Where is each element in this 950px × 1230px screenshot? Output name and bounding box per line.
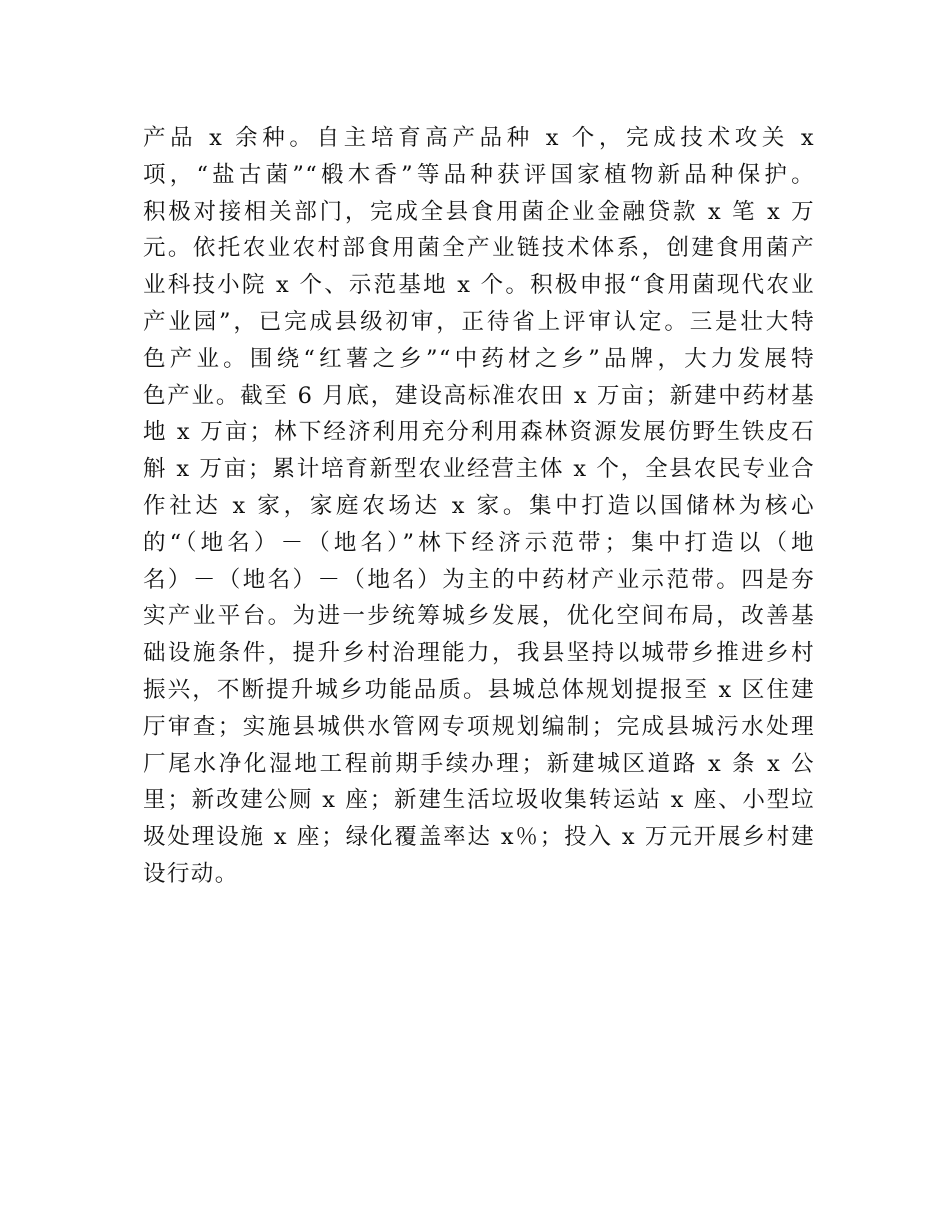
- text-line-20: 圾处理设施 x 座；绿化覆盖率达 x％；投入 x 万元开展乡村建: [143, 824, 815, 851]
- text-line-8: 色产业。截至 6 月底，建设高标准农田 x 万亩；新建中药材基: [143, 382, 815, 409]
- text-line-12: 的“（地名）－（地名）”林下经济示范带；集中打造以（地: [143, 529, 815, 556]
- text-line-1: 产品 x 余种。自主培育高产品种 x 个，完成技术攻关 x: [143, 125, 815, 151]
- text-line-11: 作社达 x 家，家庭农场达 x 家。集中打造以国储林为核心: [143, 492, 815, 519]
- text-line-2: 项，“盐古菌”“椴木香”等品种获评国家植物新品种保护。: [143, 161, 815, 188]
- text-line-4: 元。依托农业农村部食用菌全产业链技术体系，创建食用菌产: [143, 235, 815, 262]
- text-line-10: 斛 x 万亩；累计培育新型农业经营主体 x 个，全县农民专业合: [143, 456, 815, 483]
- text-line-21: 设行动。: [143, 860, 239, 887]
- text-line-17: 厅审查；实施县城供水管网专项规划编制；完成县城污水处理: [143, 713, 815, 740]
- text-line-6: 产业园”，已完成县级初审，正待省上评审认定。三是壮大特: [143, 308, 815, 335]
- text-line-7: 色产业。围绕“红薯之乡”“中药材之乡”品牌，大力发展特: [143, 345, 815, 372]
- text-line-13: 名）－（地名）－（地名）为主的中药材产业示范带。四是夯: [143, 566, 815, 593]
- text-line-18: 厂尾水净化湿地工程前期手续办理；新建城区道路 x 条 x 公: [143, 750, 815, 777]
- text-line-14: 实产业平台。为进一步统筹城乡发展，优化空间布局，改善基: [143, 603, 815, 630]
- text-line-16: 振兴，不断提升城乡功能品质。县城总体规划提报至 x 区住建: [143, 676, 815, 703]
- text-line-5: 业科技小院 x 个、示范基地 x 个。积极申报“食用菌现代农业: [143, 272, 815, 299]
- text-line-9: 地 x 万亩；林下经济利用充分利用森林资源发展仿野生铁皮石: [143, 419, 815, 446]
- text-line-19: 里；新改建公厕 x 座；新建生活垃圾收集转运站 x 座、小型垃: [143, 787, 815, 814]
- text-line-3: 积极对接相关部门，完成全县食用菌企业金融贷款 x 笔 x 万: [143, 198, 815, 225]
- body-paragraph: [143, 120, 815, 893]
- text-line-15: 础设施条件，提升乡村治理能力，我县坚持以城带乡推进乡村: [143, 640, 815, 667]
